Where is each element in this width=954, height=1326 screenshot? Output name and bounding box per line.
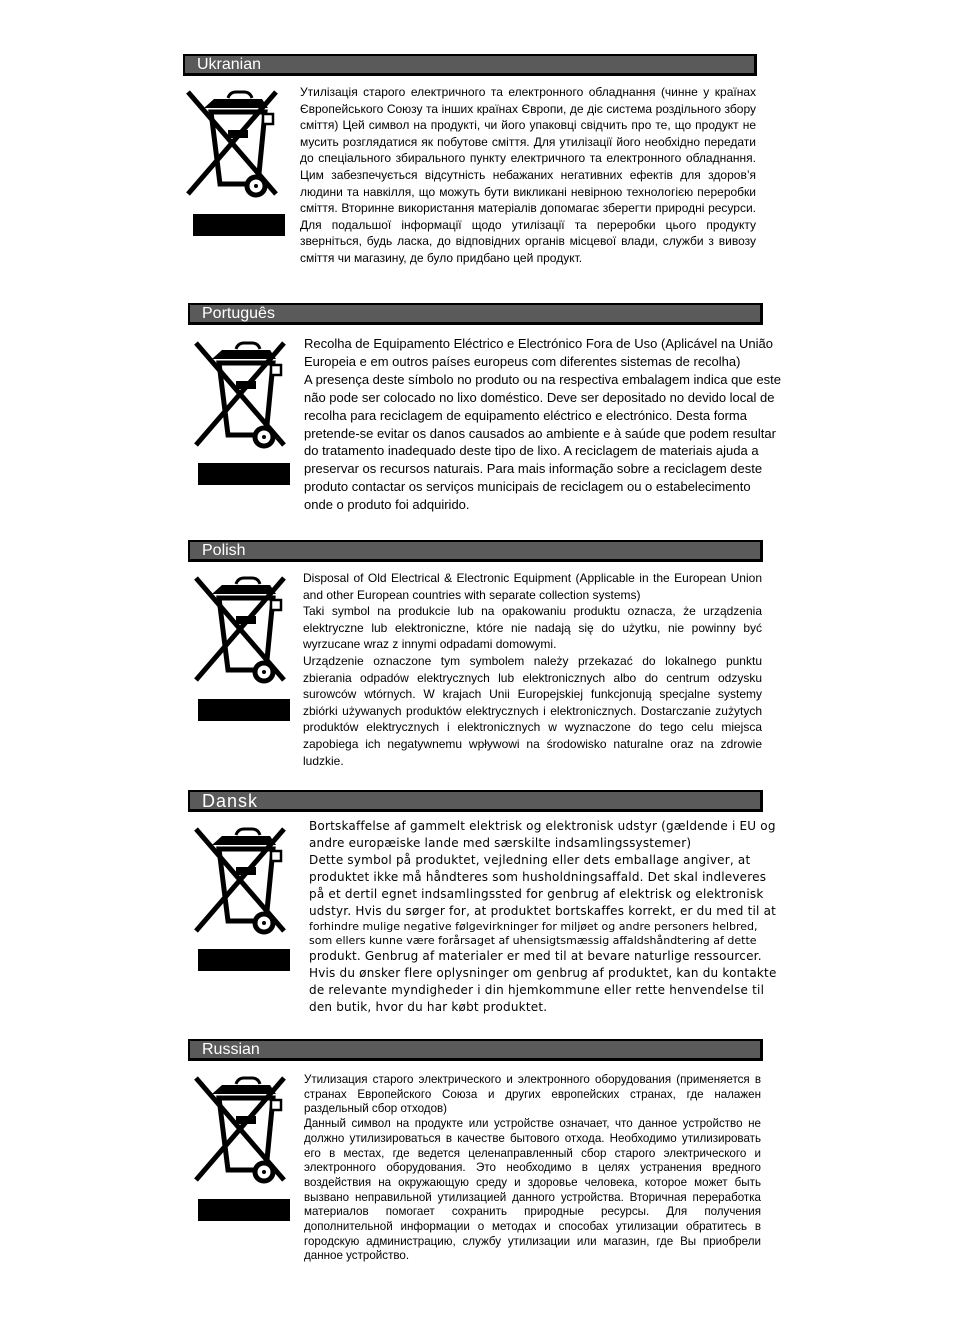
weee-icon <box>192 572 288 686</box>
section-title: Ukranian <box>197 56 262 73</box>
black-bar <box>198 463 290 485</box>
section-header-polish <box>188 540 763 562</box>
paragraph: Данный символ на продукте или устройстве означает, что данное устройство не должно утилизироваться в качестве бытового отхода. Необходимо утилизировать его в местах, где ведется целенаправленный сбор старого электрического и электронного оборудования. Это необходимо в целях устранения вредного воздействия на окружающую среду и здоровье человека, которое может быть вызвано неправильной утилизацией данного устройства. Вторичная переработка материалов помогает сохранить природные ресурсы. Для получения дополнительной информации о методах и способах утилизации обратитесь в городскую администрацию, службу утилизации или магазин, где Вы приобрели данное устройство. <box>304 1117 761 1263</box>
weee-icon <box>192 337 288 451</box>
section-text-dansk <box>309 818 777 1016</box>
section-text-ukranian <box>300 84 756 267</box>
black-bar <box>193 214 285 236</box>
section-header-portugues <box>188 303 763 325</box>
paragraph: forhindre mulige negative følgevirkninger for miljøet og andre personers helbred, som ellers kunne være forårsaget af uhensigtsmæssig affaldshåndtering af dette <box>309 920 758 947</box>
section-title: Polish <box>202 542 246 559</box>
paragraph: Taki symbol na produkcie lub na opakowaniu produktu oznacza, że urządzenia elektryczne lub elektroniczne, które nie nadają się do użytku, nie powinny być wyrzucane wraz z innymi odpadami domowymi. <box>303 604 762 652</box>
paragraph: Утилізація старого електричного та електронного обладнання (чинне у країнах Європейського Союзу та інших країнах Європи, де діє система роздільного збору сміття) Цей символ на продукті, чи його упаковці свідчить про те, що продукт не мусить розглядатися як побутове сміття. Для утилізації його необхідно передати до спеціального збирального пункту електричного та електронного обладнання. Цим забезпечується відсутність небажаних негативних ефектів для здоров’я людини та навкілля, що можуть бути викликані невірною технологією переробки сміття. Вторинне використання матеріалів допомагає зберегти природні ресурси. Для подальшої інформації щодо утилізації та переробки цього продукту зверніться, будь ласка, до відповідних органів місцевої влади, служби з вивозу сміття чи магазину, де було придбано цей продукт. <box>300 85 756 265</box>
section-title: Dansk <box>202 791 259 811</box>
section-title: Português <box>202 305 275 322</box>
paragraph: Утилизация старого электрического и электронного оборудования (применяется в странах Европейского Союза и других европейских странах, где налажен раздельный сбор отходов) <box>304 1073 761 1116</box>
weee-icon <box>192 823 288 937</box>
section-text-polish <box>303 570 762 769</box>
paragraph: A presença deste símbolo no produto ou na respectiva embalagem indica que este não pode ser colocado no lixo doméstico. Deve ser depositado no devido local de recolha para reciclagem de equipamento eléctrico e electrónico. Desta forma pretende-se evitar os danos causados ao ambiente e à saúde que podem resultar do tratamento inadequado deste tipo de lixo. A reciclagem de materiais ajuda a preservar os recursos naturais. Para mais informação sobre a reciclagem deste produto contactar os serviços municipais de reciclagem ou o estabelecimento onde o produto foi adquirido. <box>304 371 781 513</box>
paragraph: Recolha de Equipamento Eléctrico e Electrónico Fora de Uso (Aplicável na União Europeia e em outros países europeus com diferentes sistemas de recolha) <box>304 336 773 369</box>
black-bar <box>198 699 290 721</box>
weee-icon <box>192 1072 288 1186</box>
section-text-portugues <box>304 335 782 514</box>
section-header-russian <box>188 1039 763 1061</box>
section-header-ukranian <box>183 54 757 76</box>
weee-icon <box>184 86 280 200</box>
section-title: Russian <box>202 1041 260 1058</box>
black-bar <box>198 1199 290 1221</box>
paragraph: produkt. Genbrug af materialer er med til at bevare naturlige ressourcer. Hvis du ønsker flere oplysninger om genbrug af produktet, kan du kontakte de relevante myndigheder i din hjemkommune eller rette henvendelse til den butik, hvor du har købt produktet. <box>309 949 777 1014</box>
paragraph: Bortskaffelse af gammelt elektrisk og elektronisk udstyr (gældende i EU og andre europæiske lande med særskilte indsamlingssystemer) <box>309 819 776 850</box>
section-text-russian <box>304 1073 761 1264</box>
paragraph: Disposal of Old Electrical & Electronic Equipment (Applicable in the European Union and other European countries with separate collection systems) <box>303 571 762 602</box>
paragraph: Urządzenie oznaczone tym symbolem należy przekazać do lokalnego punktu zbierania odpadów elektrycznych lub elektronicznych albo do centrum odzysku surowców wtórnych. W krajach Unii Europejskiej funkcjonują specjalne systemy zbiórki używanych produktów elektrycznych i elektronicznych. Dostarczanie zużytych produktów elektrycznych i elektronicznych w wyznaczone do tego celu miejsca zapobiega ich negatywnemu wpływowi na środowisko naturalne oraz na zdrowie ludzkie. <box>303 653 762 768</box>
black-bar <box>198 949 290 971</box>
section-header-dansk <box>188 790 763 812</box>
paragraph: Dette symbol på produktet, vejledning eller dets emballage angiver, at produktet ikke må håndteres som husholdningsaffald. Det skal indleveres på et dertil egnet indsamlingssted for genbrug af elektrisk og elektronisk udstyr. Hvis du sørger for, at produktet bortskaffes korrekt, er du med til at <box>309 853 777 918</box>
